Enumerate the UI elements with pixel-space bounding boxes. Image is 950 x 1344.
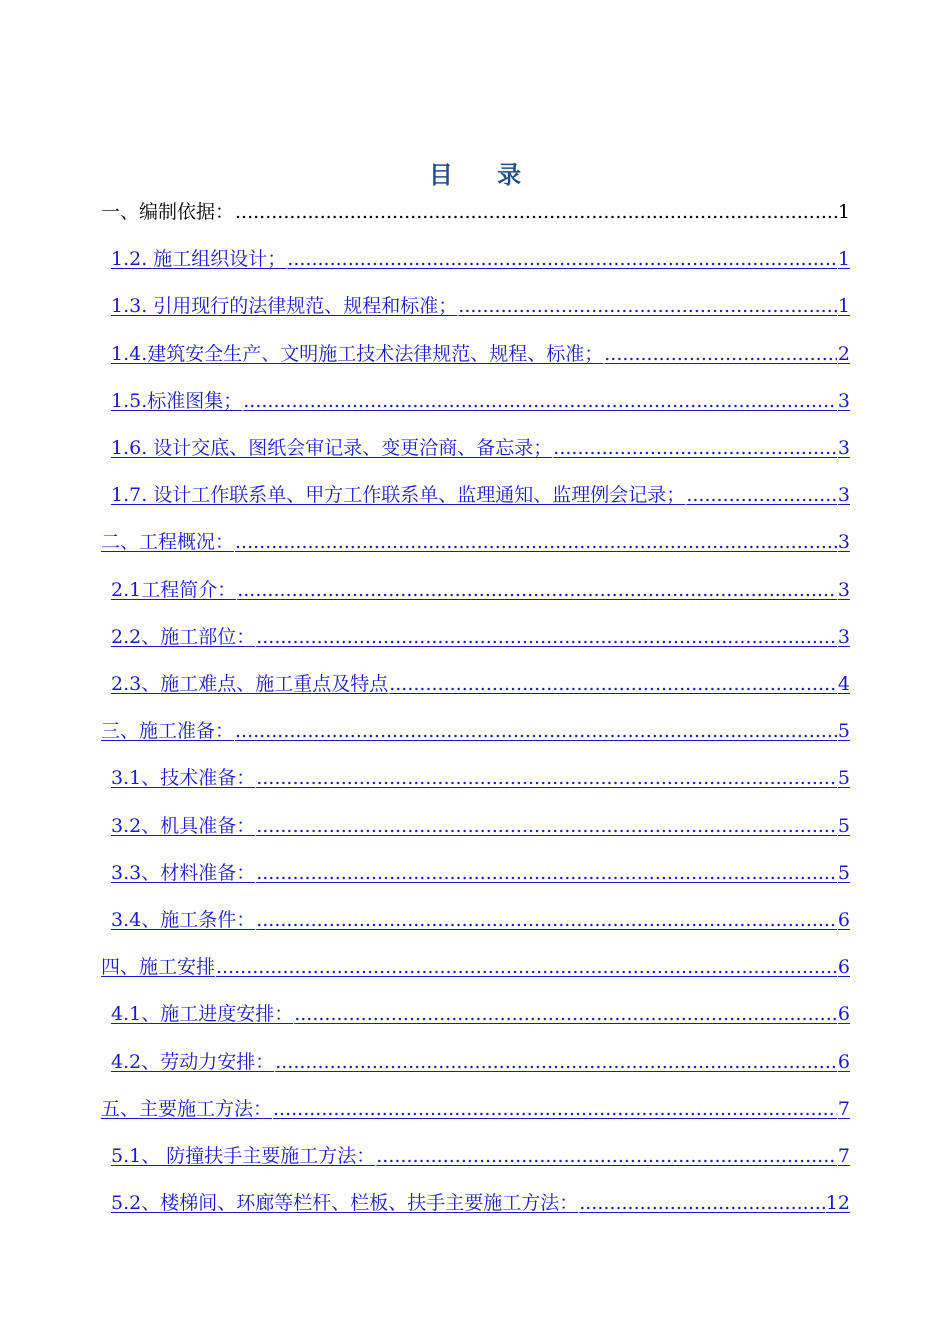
toc-entry[interactable] xyxy=(101,528,850,556)
toc-dot-leader xyxy=(256,859,837,887)
toc-page-number: 1 xyxy=(837,295,850,318)
toc-dot-leader xyxy=(294,1000,837,1028)
toc-page-number: 6 xyxy=(837,1050,850,1073)
toc-dot-leader xyxy=(235,528,837,556)
toc-dot-leader xyxy=(256,812,837,840)
toc-entry[interactable] xyxy=(111,812,850,840)
toc-entry-label: 3.3、材料准备： xyxy=(111,861,256,884)
toc-entry-label: 2.1工程简介： xyxy=(111,578,237,601)
toc-entry-label: 2.3、施工难点、施工重点及特点 xyxy=(111,673,389,695)
toc-page-number: 2 xyxy=(837,342,850,365)
toc-entry-label: 二、工程概况： xyxy=(101,531,235,554)
toc-entry-label: 3.2、机具准备： xyxy=(111,814,256,837)
toc-page-number: 5 xyxy=(837,861,850,884)
toc-dot-leader xyxy=(579,1189,825,1217)
toc-dot-leader xyxy=(389,670,837,698)
toc-dot-leader xyxy=(237,576,837,604)
toc-entry[interactable] xyxy=(101,953,850,981)
toc-page-number: 3 xyxy=(837,389,850,412)
toc-dot-leader xyxy=(256,623,837,651)
toc-page-number: 4 xyxy=(837,673,850,695)
toc-entry-label: 5.1、 防撞扶手主要施工方法： xyxy=(111,1145,376,1167)
toc-entry[interactable] xyxy=(101,1095,850,1123)
toc-page-number: 5 xyxy=(837,720,850,743)
toc-entry-label: 1.5.标准图集； xyxy=(111,389,243,412)
toc-entry-label: 1.4.建筑安全生产、文明施工技术法律规范、规程、标准； xyxy=(111,342,604,365)
toc-entry[interactable] xyxy=(101,717,850,745)
toc-dot-leader xyxy=(243,387,837,415)
toc-entry-label: 4.2、劳动力安排： xyxy=(111,1050,275,1073)
toc-entry[interactable] xyxy=(111,1000,850,1028)
toc-entry[interactable] xyxy=(111,340,850,368)
toc-entry[interactable] xyxy=(111,245,850,273)
toc-page-number: 6 xyxy=(837,1003,850,1026)
toc-page-number: 1 xyxy=(837,201,850,223)
toc-dot-leader xyxy=(275,1048,837,1076)
toc-entry[interactable] xyxy=(111,906,850,934)
toc-page-number: 3 xyxy=(837,437,850,459)
toc-entry[interactable] xyxy=(111,1048,850,1076)
toc-entry[interactable] xyxy=(111,859,850,887)
toc-entry[interactable] xyxy=(111,670,850,698)
toc-entry-label: 3.1、技术准备： xyxy=(111,767,256,790)
toc-entry[interactable] xyxy=(111,387,850,415)
toc-entry[interactable] xyxy=(101,198,850,226)
toc-entry[interactable] xyxy=(111,481,850,509)
toc-entry-label: 1.7. 设计工作联系单、甲方工作联系单、监理通知、监理例会记录； xyxy=(111,484,686,507)
toc-page-number: 1 xyxy=(837,248,850,271)
toc-page-number: 3 xyxy=(837,484,850,507)
toc-entry-label: 四、施工安排 xyxy=(101,956,216,979)
toc-page-number: 5 xyxy=(837,767,850,790)
toc-entry[interactable] xyxy=(111,576,850,604)
toc-entry[interactable] xyxy=(111,292,850,320)
toc-page-number: 3 xyxy=(837,531,850,554)
toc-entry-label: 一、编制依据： xyxy=(101,201,235,223)
toc-dot-leader xyxy=(458,292,837,320)
toc-entry-label: 5.2、楼梯间、环廊等栏杆、栏板、扶手主要施工方法： xyxy=(111,1192,579,1215)
toc-entry[interactable] xyxy=(111,1189,850,1217)
toc-dot-leader xyxy=(256,906,837,934)
toc-entry-label: 五、主要施工方法： xyxy=(101,1097,273,1120)
toc-dot-leader xyxy=(604,340,837,368)
toc-entry[interactable] xyxy=(111,623,850,651)
toc-dot-leader xyxy=(256,764,837,792)
toc-title: 目 录 xyxy=(428,160,540,189)
toc-dot-leader xyxy=(235,717,837,745)
toc-page-number: 12 xyxy=(825,1192,850,1215)
toc-entry-label: 2.2、施工部位： xyxy=(111,625,256,648)
toc-dot-leader xyxy=(216,953,837,981)
toc-dot-leader xyxy=(287,245,837,273)
toc-entry-label: 4.1、施工进度安排： xyxy=(111,1003,294,1026)
toc-entry-label: 1.2. 施工组织设计； xyxy=(111,248,287,271)
toc-page-number: 6 xyxy=(837,956,850,979)
toc-entry[interactable] xyxy=(111,764,850,792)
toc-entry-label: 1.6. 设计交底、图纸会审记录、变更洽商、备忘录； xyxy=(111,437,553,459)
toc-page-number: 7 xyxy=(837,1145,850,1167)
toc-dot-leader xyxy=(273,1095,837,1123)
toc-dot-leader xyxy=(235,198,837,226)
toc-page-number: 3 xyxy=(837,625,850,648)
toc-entry[interactable] xyxy=(111,434,850,462)
toc-page-number: 6 xyxy=(837,909,850,931)
toc-entry-label: 三、施工准备： xyxy=(101,720,235,743)
toc-entry[interactable] xyxy=(111,1142,850,1170)
toc-page-number: 3 xyxy=(837,578,850,601)
toc-dot-leader xyxy=(553,434,837,462)
toc-dot-leader xyxy=(376,1142,837,1170)
toc-entry-label: 3.4、施工条件： xyxy=(111,909,256,931)
toc-entry-label: 1.3. 引用现行的法律规范、规程和标准； xyxy=(111,295,458,318)
toc-page-number: 5 xyxy=(837,814,850,837)
toc-dot-leader xyxy=(686,481,837,509)
toc-page-number: 7 xyxy=(837,1097,850,1120)
